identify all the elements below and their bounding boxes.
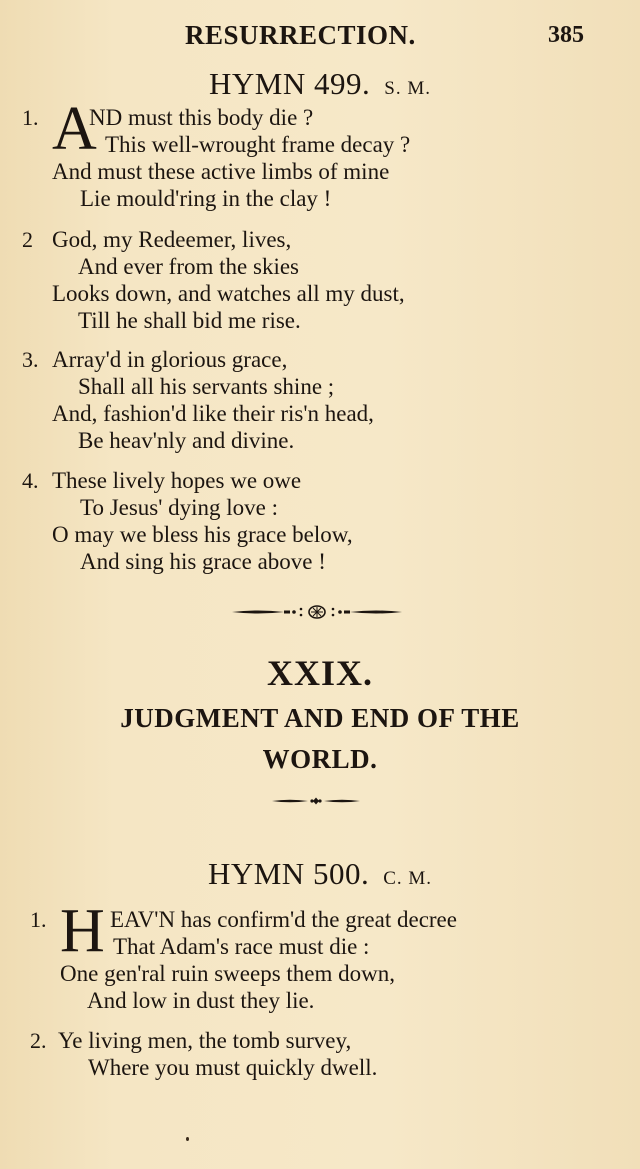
stanza-number: 3.: [22, 347, 39, 372]
verse-line: One gen'ral ruin sweeps them down,: [60, 961, 396, 986]
verse-line: This well-wrought frame decay ?: [105, 132, 411, 157]
verse-line: EAV'N has confirm'd the great decree: [110, 907, 457, 932]
running-head: [0, 20, 640, 54]
verse-line: And, fashion'd like their ris'n head,: [52, 401, 374, 426]
stanza-number: 4.: [22, 468, 39, 493]
verse-line: Looks down, and watches all my dust,: [52, 281, 405, 306]
section-title-line-2: WORLD.: [262, 744, 378, 774]
verse-line: And ever from the skies: [78, 254, 299, 279]
verse-line: And low in dust they lie.: [87, 988, 315, 1013]
verse-line: Be heav'nly and divine.: [78, 428, 295, 453]
hymn-499-label: HYMN 499.: [209, 66, 371, 101]
verse-line: Array'd in glorious grace,: [52, 347, 288, 372]
section-title-line-1: JUDGMENT AND END OF THE: [120, 703, 520, 733]
verse-line: O may we bless his grace below,: [52, 522, 353, 547]
drop-capital: A: [52, 95, 97, 163]
verse-line: Ye living men, the tomb survey,: [58, 1028, 352, 1053]
verse-line: ND must this body die ?: [89, 105, 314, 130]
verse-line: To Jesus' dying love :: [80, 495, 279, 520]
stanza-number: 1.: [22, 105, 39, 130]
hymn-500-heading: [0, 856, 640, 892]
ink-speck: [186, 1137, 189, 1141]
verse-line: And must these active limbs of mine: [52, 159, 390, 184]
hymn-499-meter: S. M.: [384, 78, 431, 99]
hymn-500-meter: C. M.: [383, 868, 433, 889]
verse-line: God, my Redeemer, lives,: [52, 227, 292, 252]
verse-line: Where you must quickly dwell.: [88, 1055, 378, 1080]
stanza-number: 2.: [30, 1028, 47, 1053]
small-ornamental-divider: [268, 795, 364, 807]
stanza-number: 1.: [30, 907, 47, 932]
verse-line: Lie mould'ring in the clay !: [80, 186, 332, 211]
hymn-500-label: HYMN 500.: [207, 856, 370, 891]
verse-line: These lively hopes we owe: [52, 468, 302, 493]
verse-line: Till he shall bid me rise.: [78, 308, 301, 333]
stanza-number: 2: [22, 227, 33, 252]
ornamental-divider: [228, 604, 406, 620]
verse-line: And sing his grace above !: [80, 549, 326, 574]
page-number: 385: [548, 22, 584, 48]
drop-capital: H: [60, 897, 105, 965]
section-number: XXIX.: [266, 653, 373, 693]
running-title: RESURRECTION.: [185, 20, 416, 50]
verse-line: Shall all his servants shine ;: [78, 374, 335, 399]
verse-line: That Adam's race must die :: [113, 934, 370, 959]
